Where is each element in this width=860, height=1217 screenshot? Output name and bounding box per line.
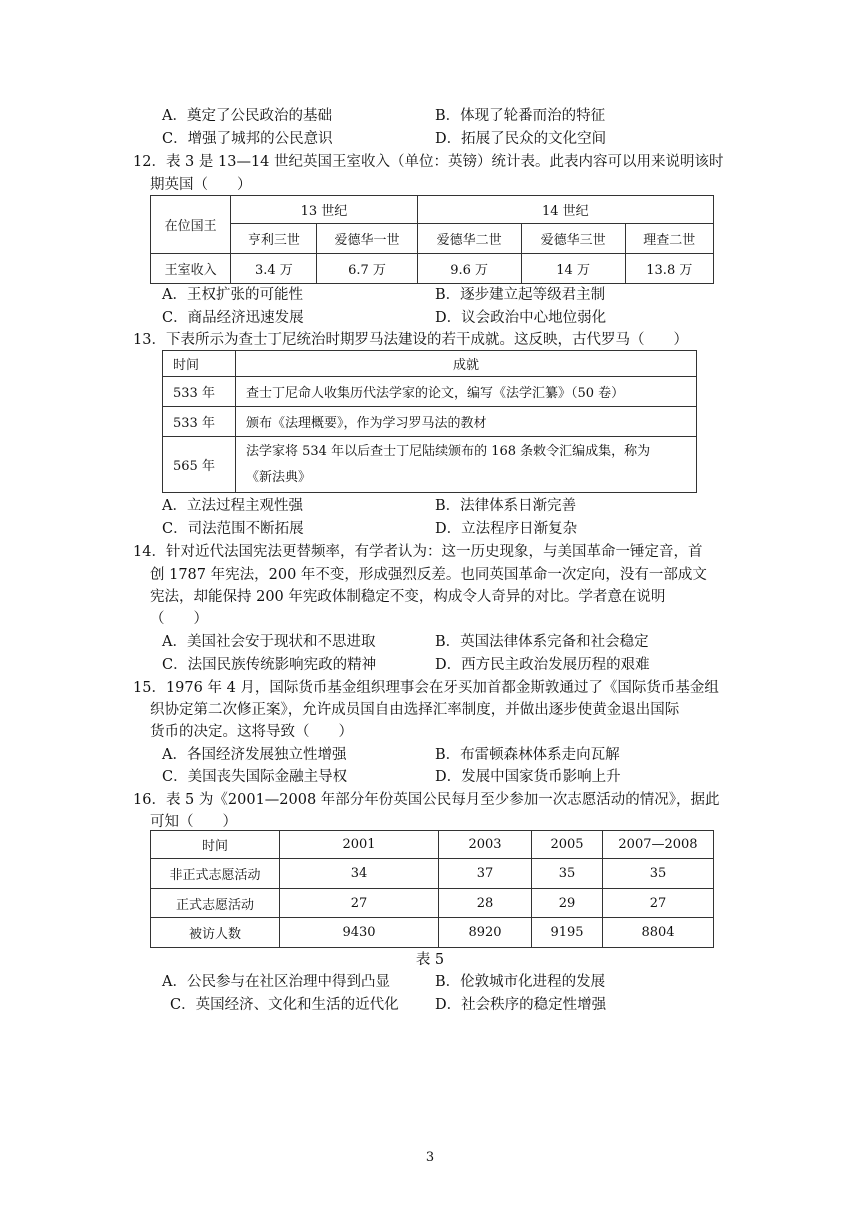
q16-year: 2001 bbox=[280, 831, 439, 859]
q13-achievement: 颁布《法理概要》，作为学习罗马法的教材 bbox=[236, 407, 697, 437]
q12-col-13c: 13 世纪 bbox=[231, 196, 417, 224]
q12-row-header: 在位国王 bbox=[151, 196, 231, 254]
q11-option-d: D．拓展了民众的文化空间 bbox=[435, 131, 607, 147]
q14-option-b: B．英国法律体系完备和社会稳定 bbox=[435, 634, 649, 650]
q13-time: 565 年 bbox=[163, 437, 236, 493]
q12-stem-line2: 期英国（ ） bbox=[150, 177, 252, 193]
q14-stem-line4: （ ） bbox=[150, 611, 208, 627]
q16-row-label: 被访人数 bbox=[151, 918, 280, 948]
q12-income: 13.8 万 bbox=[625, 254, 713, 284]
q16-value: 8804 bbox=[603, 918, 714, 948]
q16-option-a: A．公民参与在社区治理中得到凸显 bbox=[162, 974, 390, 990]
q14-option-c: C．法国民族传统影响宪政的精神 bbox=[162, 657, 377, 673]
q12-king: 爱德华二世 bbox=[417, 224, 521, 254]
q12-king: 理查二世 bbox=[625, 224, 713, 254]
q13-achievement-line1: 法学家将 534 年以后查士丁尼陆续颁布的 168 条敕令汇编成集，称为 bbox=[246, 443, 651, 459]
page-number: 3 bbox=[425, 1150, 435, 1165]
q12-col-14c: 14 世纪 bbox=[417, 196, 713, 224]
q12-stem-line1: 12．表 3 是 13—14 世纪英国王室收入（单位：英镑）统计表。此表内容可以用来说明该时 bbox=[133, 154, 724, 170]
q11-option-c: C．增强了城邦的公民意识 bbox=[162, 131, 333, 147]
q13-time: 533 年 bbox=[163, 407, 236, 437]
q13-achievement bbox=[236, 437, 697, 493]
q12-table bbox=[150, 195, 714, 284]
q16-year: 2003 bbox=[439, 831, 532, 859]
q16-row-label: 正式志愿活动 bbox=[151, 889, 280, 918]
q15-option-c: C．美国丧失国际金融主导权 bbox=[162, 769, 348, 785]
q16-option-c: C．英国经济、文化和生活的近代化 bbox=[170, 997, 399, 1013]
q16-value: 27 bbox=[603, 889, 714, 918]
q14-stem-line1: 14．针对近代法国宪法更替频率，有学者认为：这一历史现象，与美国革命一锤定音，首 bbox=[133, 544, 703, 560]
q13-table bbox=[162, 350, 697, 493]
q12-income-label: 王室收入 bbox=[151, 254, 231, 284]
q11-option-b: B．体现了轮番而治的特征 bbox=[435, 108, 606, 124]
q12-king: 亨利三世 bbox=[231, 224, 317, 254]
q16-value: 9430 bbox=[280, 918, 439, 948]
q16-value: 8920 bbox=[439, 918, 532, 948]
q13-option-c: C．司法范围不断拓展 bbox=[162, 521, 304, 537]
q11-option-a: A．奠定了公民政治的基础 bbox=[162, 108, 332, 124]
q16-row-label: 非正式志愿活动 bbox=[151, 859, 280, 889]
q16-stem-line2: 可知（ ） bbox=[150, 814, 237, 830]
q13-achievement: 查士丁尼命人收集历代法学家的论文，编写《法学汇纂》（50 卷） bbox=[236, 377, 697, 407]
q13-stem: 13．下表所示为查士丁尼统治时期罗马法建设的若干成就。这反映，古代罗马（ ） bbox=[133, 332, 688, 348]
q16-stem-line1: 16．表 5 为《2001—2008 年部分年份英国公民每月至少参加一次志愿活动的情况》，据此 bbox=[133, 792, 720, 808]
q16-value: 28 bbox=[439, 889, 532, 918]
q13-time: 533 年 bbox=[163, 377, 236, 407]
q16-header-time: 时间 bbox=[151, 831, 280, 859]
q16-value: 35 bbox=[603, 859, 714, 889]
q16-year: 2005 bbox=[532, 831, 603, 859]
q12-option-b: B．逐步建立起等级君主制 bbox=[435, 287, 606, 303]
q16-option-d: D．社会秩序的稳定性增强 bbox=[435, 997, 607, 1013]
q16-value: 37 bbox=[439, 859, 532, 889]
q13-achievement-line2: 《新法典》 bbox=[246, 469, 312, 485]
q16-option-b: B．伦敦城市化进程的发展 bbox=[435, 974, 606, 990]
q16-table-caption: 表 5 bbox=[415, 952, 445, 968]
q12-king: 爱德华一世 bbox=[317, 224, 417, 254]
q15-option-b: B．布雷顿森林体系走向瓦解 bbox=[435, 747, 620, 763]
q12-income: 3.4 万 bbox=[231, 254, 317, 284]
q16-value: 35 bbox=[532, 859, 603, 889]
q12-option-a: A．王权扩张的可能性 bbox=[162, 287, 303, 303]
q15-stem-line2: 织协定第二次修正案》，允许成员国自由选择汇率制度，并做出逐步使黄金退出国际 bbox=[150, 702, 680, 718]
q13-option-b: B．法律体系日渐完善 bbox=[435, 498, 577, 514]
q13-option-d: D．立法程序日渐复杂 bbox=[435, 521, 578, 537]
q12-king: 爱德华三世 bbox=[521, 224, 625, 254]
q16-value: 9195 bbox=[532, 918, 603, 948]
q16-value: 34 bbox=[280, 859, 439, 889]
q14-option-a: A．美国社会安于现状和不思进取 bbox=[162, 634, 376, 650]
q16-year: 2007—2008 bbox=[603, 831, 714, 859]
q16-value: 29 bbox=[532, 889, 603, 918]
q16-value: 27 bbox=[280, 889, 439, 918]
q12-option-c: C．商品经济迅速发展 bbox=[162, 310, 304, 326]
q12-option-d: D．议会政治中心地位弱化 bbox=[435, 310, 607, 326]
q16-table bbox=[150, 830, 714, 948]
q15-option-d: D．发展中国家货币影响上升 bbox=[435, 769, 621, 785]
q12-income: 14 万 bbox=[521, 254, 625, 284]
q15-option-a: A．各国经济发展独立性增强 bbox=[162, 747, 347, 763]
q13-header-time: 时间 bbox=[163, 351, 236, 377]
q13-option-a: A．立法过程主观性强 bbox=[162, 498, 303, 514]
q12-income: 9.6 万 bbox=[417, 254, 521, 284]
q14-stem-line3: 宪法，却能保持 200 年宪政体制稳定不变，构成令人奇异的对比。学者意在说明 bbox=[150, 589, 666, 605]
q13-header-achievement: 成就 bbox=[236, 351, 697, 377]
q12-income: 6.7 万 bbox=[317, 254, 417, 284]
q14-option-d: D．西方民主政治发展历程的艰难 bbox=[435, 657, 650, 673]
q15-stem-line1: 15．1976 年 4 月，国际货币基金组织理事会在牙买加首都金斯敦通过了《国际货币基金组 bbox=[133, 680, 719, 696]
q14-stem-line2: 创 1787 年宪法，200 年不变，形成强烈反差。也同英国革命一次定向，没有一部成文 bbox=[150, 567, 707, 583]
q15-stem-line3: 货币的决定。这将导致（ ） bbox=[150, 724, 353, 740]
